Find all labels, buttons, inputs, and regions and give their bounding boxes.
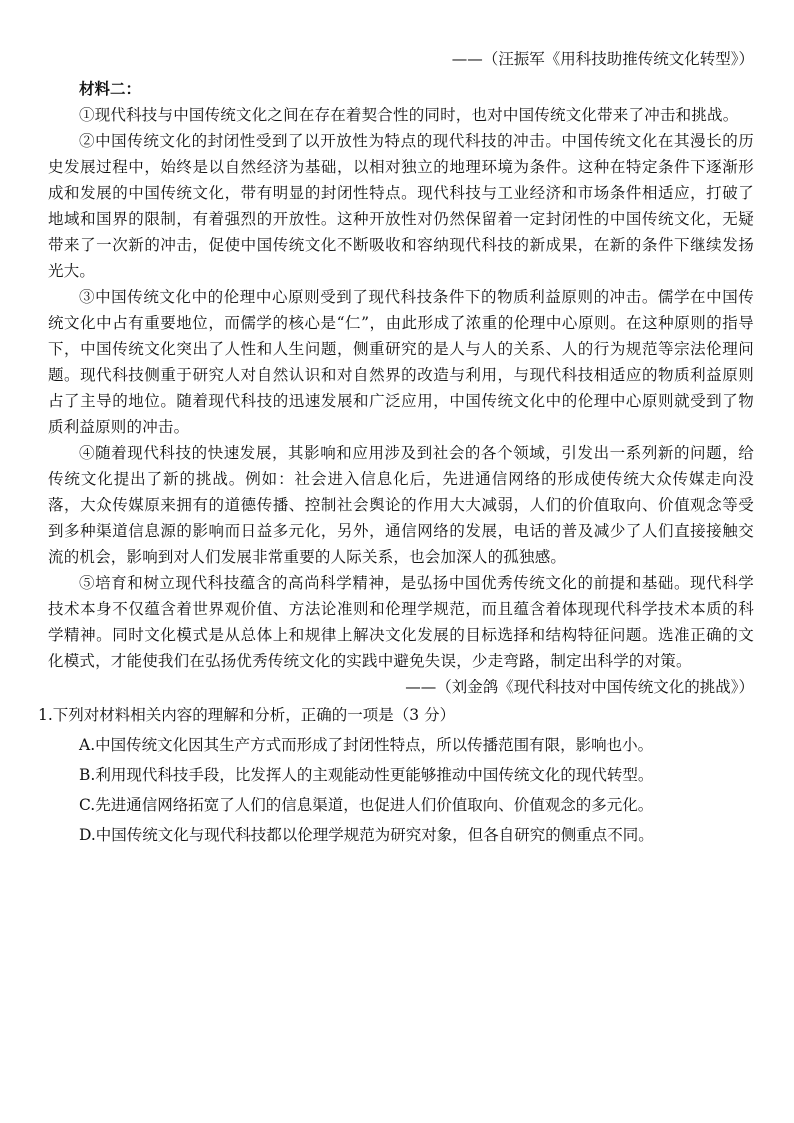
footer-attribution: ——（刘金鸽《现代科技对中国传统文化的挑战》）	[405, 678, 754, 696]
paragraph-3: ③中国传统文化中的伦理中心原则受到了现代科技条件下的物质利益原则的冲击。儒学在中国传统文化中占有重要地位，而儒学的核心是“仁”，由此形成了浓重的伦理中心原则。在这种原则的指导下，中国传统文化突出了人性和人生问题，侧重研究的是人与人的关系、人的行为规范等宗法伦理问题。现代科技侧重于研究人对自然认识和对自然界的改造与利用，与现代科技相适应的物质利益原则占了主导的地位。随着现代科技的迅速发展和广泛应用，中国传统文化中的伦理中心原则就受到了物质利益原则的冲击。	[48, 288, 754, 436]
paragraph-4: ④随着现代科技的快速发展，其影响和应用涉及到社会的各个领域，引发出一系列新的问题，给传统文化提出了新的挑战。例如：社会进入信息化后，先进通信网络的形成使传统大众传媒走向没落，大众传媒原来拥有的道德传播、控制社会舆论的作用大大减弱，人们的价值取向、价值观念等受到多种渠道信息源的影响而日益多元化，另外，通信网络的发展，电话的普及减少了人们直接接触交流的机会，影响到对人们发展非常重要的人际关系，也会加深人的孤独感。	[48, 444, 754, 566]
option-c: C.先进通信网络拓宽了人们的信息渠道，也促进人们价值取向、价值观念的多元化。	[79, 796, 654, 814]
paragraph-1: ①现代科技与中国传统文化之间在存在着契合性的同时，也对中国传统文化带来了冲击和挑战。	[79, 106, 739, 124]
question-stem: 1.下列对材料相关内容的理解和分析，正确的一项是（3 分）	[38, 706, 456, 724]
paragraph-2: ②中国传统文化的封闭性受到了以开放性为特点的现代科技的冲击。中国传统文化在其漫长的历史发展过程中，始终是以自然经济为基础，以相对独立的地理环境为条件。这种在特定条件下逐渐形成和发展的中国传统文化，带有明显的封闭性特点。现代科技与工业经济和市场条件相适应，打破了地域和国界的限制，有着强烈的开放性。这种开放性对仍然保留着一定封闭性的中国传统文化，无疑带来了一次新的冲击，促使中国传统文化不断吸收和容纳现代科技的新成果，在新的条件下继续发扬光大。	[48, 132, 754, 280]
material-title: 材料二：	[79, 79, 142, 98]
option-a: A.中国传统文化因其生产方式而形成了封闭性特点，所以传播范围有限，影响也小。	[79, 736, 654, 754]
document-page	[38, 46, 754, 848]
paragraph-5: ⑤培育和树立现代科技蕴含的高尚科学精神，是弘扬中国优秀传统文化的前提和基础。现代科学技术本身不仅蕴含着世界观价值、方法论准则和伦理学规范，而且蕴含着体现现代科学技术本质的科学精神。同时文化模式是从总体上和规律上解决文化发展的目标选择和结构特征问题。选准正确的文化模式，才能使我们在弘扬优秀传统文化的实践中避免失误，少走弯路，制定出科学的对策。	[48, 574, 754, 670]
header-attribution: ——（汪振军《用科技助推传统文化转型》）	[451, 50, 754, 68]
option-d: D.中国传统文化与现代科技都以伦理学规范为研究对象，但各自研究的侧重点不同。	[79, 826, 654, 844]
option-b: B.利用现代科技手段，比发挥人的主观能动性更能够推动中国传统文化的现代转型。	[79, 766, 654, 784]
